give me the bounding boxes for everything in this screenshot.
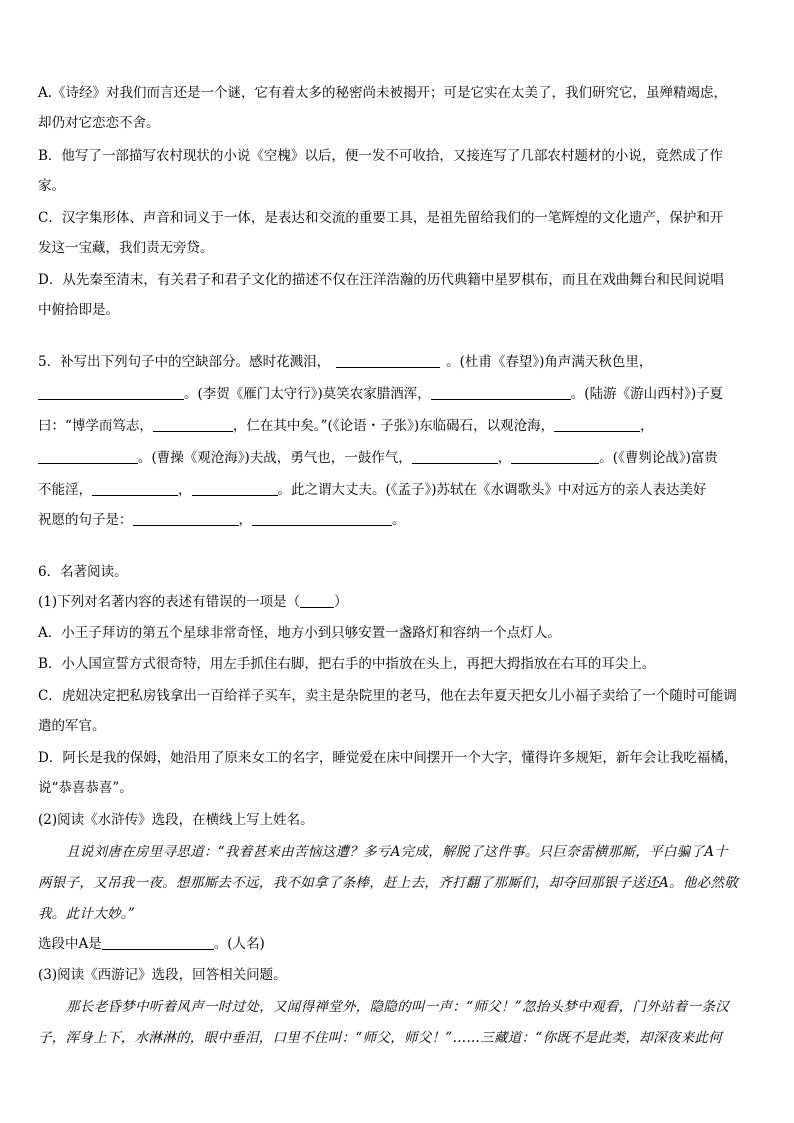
q5-text: 。(李贺《雁门太守行》)莫笑农家腊酒浑， (184, 386, 431, 402)
answer-blank[interactable] (92, 482, 178, 496)
q6-sub2-title: (2)阅读《水浒传》选段，在横线上写上姓名。 (38, 812, 314, 828)
q5-line1 (38, 353, 762, 371)
answer-blank[interactable] (431, 386, 571, 400)
q6-sub2-answer-text: 选段中A是 (38, 936, 102, 952)
answer-blank[interactable] (38, 450, 138, 464)
answer-blank[interactable] (554, 418, 640, 432)
q5-line2 (38, 385, 762, 403)
q5-text: 祝愿的句子是： (38, 512, 133, 528)
q6-sub1-option-d-line2: 说“恭喜恭喜”。 (38, 780, 133, 796)
q5-text: 。此之谓大丈夫。(《孟子》)苏轼在《水调歌头》中对远方的亲人表达美好 (277, 482, 707, 498)
answer-blank[interactable] (102, 936, 214, 950)
q6-sub3-title: (3)阅读《西游记》选段，回答相关问题。 (38, 967, 287, 983)
q5-text: 5．补写出下列句子中的空缺部分。感时花溅泪， (38, 354, 331, 370)
q6-sub1-option-a: A．小王子拜访的第五个星球非常奇怪，地方小到只够安置一盏路灯和容纳一个点灯人。 (38, 625, 561, 641)
answer-blank[interactable] (412, 450, 498, 464)
q6-sub3-excerpt-line2: 子，浑身上下，水淋淋的，眼中垂泪，口里不住叫：“师父，师父！”……三藏道：“你既不是此类，却深夜来此何 (38, 1030, 723, 1046)
answer-blank[interactable] (133, 512, 239, 526)
q6-sub3-excerpt-line1: 那长老昏梦中听着风声一时过处，又闻得禅堂外，隐隐的叫一声：“师父！”忽抬头梦中观看，门外站着一条汉 (66, 999, 730, 1015)
q6-sub1-question (38, 593, 762, 611)
q5-text: 曰：“博学而笃志， (38, 418, 153, 434)
q5-line3 (38, 417, 762, 435)
q5-text: 。(《曹刿论战》)富贵 (599, 450, 718, 466)
q4-option-b-line1: B．他写了一部描写农村现状的小说《空槐》以后，便一发不可收拾，又接连写了几部农村题材的小说，竟然成了作 (38, 148, 723, 164)
q4-option-b-line2: 家。 (38, 178, 65, 194)
answer-blank[interactable] (511, 450, 599, 464)
q6-title: 6．名著阅读。 (38, 564, 128, 580)
answer-blank[interactable] (153, 418, 233, 432)
q6-sub1-text: ） (334, 594, 348, 610)
q5-text: 。(陆游《游山西村》)子夏 (570, 386, 724, 402)
q5-text: ， (178, 482, 192, 498)
q6-sub2-answer-text: 。(人名) (213, 936, 265, 952)
q5-text: 。(曹操《观沧海》)夫战，勇气也，一鼓作气， (138, 450, 412, 466)
q6-sub2-excerpt-line3: 我。此计大妙。” (38, 906, 136, 922)
q4-option-c-line1: C．汉字集形体、声音和词义于一体，是表达和交流的重要工具，是祖先留给我们的一笔辉煌的文化遗产，保护和开 (38, 210, 724, 226)
q5-text: ， (640, 418, 654, 434)
q5-text: ，仁在其中矣。”(《论语・子张》)东临碣石，以观沧海， (232, 418, 555, 434)
q6-sub1-option-c-line2: 遣的军官。 (38, 718, 106, 734)
q5-line5 (38, 481, 762, 499)
q5-line6 (38, 511, 762, 529)
q5-line4 (38, 449, 762, 467)
q6-sub2-excerpt-line1: 且说刘唐在房里寻思道：“我着甚来由苦恼这遭？多亏A完成，解脱了这件事。只巨奈雷横那厮，平白骗了A十 (66, 844, 729, 860)
q4-option-a-line2: 却仍对它恋恋不舍。 (38, 115, 160, 131)
q4-option-d-line2: 中俯拾即是。 (38, 302, 119, 318)
q5-text: ， (497, 450, 512, 466)
q6-sub2-answer (38, 935, 762, 953)
q5-text: 不能淫， (38, 482, 92, 498)
q4-option-d-line1: D．从先秦至清末，有关君子和君子文化的描述不仅在汪洋浩瀚的历代典籍中星罗棋布，而且在戏曲舞台和民间说唱 (38, 272, 724, 288)
q4-option-a-line1: A.《诗经》对我们而言还是一个谜，它有着太多的秘密尚未被揭开；可是它实在太美了，我们研究它，虽殚精竭虑， (38, 85, 728, 101)
q6-sub1-option-d-line1: D．阿长是我的保姆，她沿用了原来女工的名字，睡觉爱在床中间摆开一个大字，懂得许多规矩，新年会让我吃福橘， (38, 750, 738, 766)
q5-text: 。(杜甫《春望》)角声满天秋色里， (446, 354, 653, 370)
q4-option-c-line2: 发这一宝藏，我们责无旁贷。 (38, 240, 214, 256)
answer-blank[interactable] (192, 482, 278, 496)
q6-sub1-text: (1)下列对名著内容的表述有错误的一项是（ (38, 594, 301, 610)
q6-sub1-option-c-line1: C．虎妞决定把私房钱拿出一百给祥子买车，卖主是杂院里的老马，他在去年夏天把女儿小福子卖给了一个随时可能调 (38, 688, 737, 704)
answer-blank[interactable] (300, 594, 334, 608)
q6-sub1-option-b: B．小人国宣誓方式很奇特，用左手抓住右脚，把右手的中指放在头上，再把大拇指放在右耳的耳尖上。 (38, 656, 656, 672)
answer-blank[interactable] (252, 512, 392, 526)
q5-text: ， (238, 512, 252, 528)
q6-sub2-excerpt-line2: 两银子，又吊我一夜。想那厮去不远，我不如拿了条棒，赶上去，齐打翻了那厮们，却夺回那银子送还A。他必然敬 (38, 875, 739, 891)
answer-blank[interactable] (336, 354, 440, 368)
q5-text: 。 (392, 512, 406, 528)
answer-blank[interactable] (38, 386, 184, 400)
